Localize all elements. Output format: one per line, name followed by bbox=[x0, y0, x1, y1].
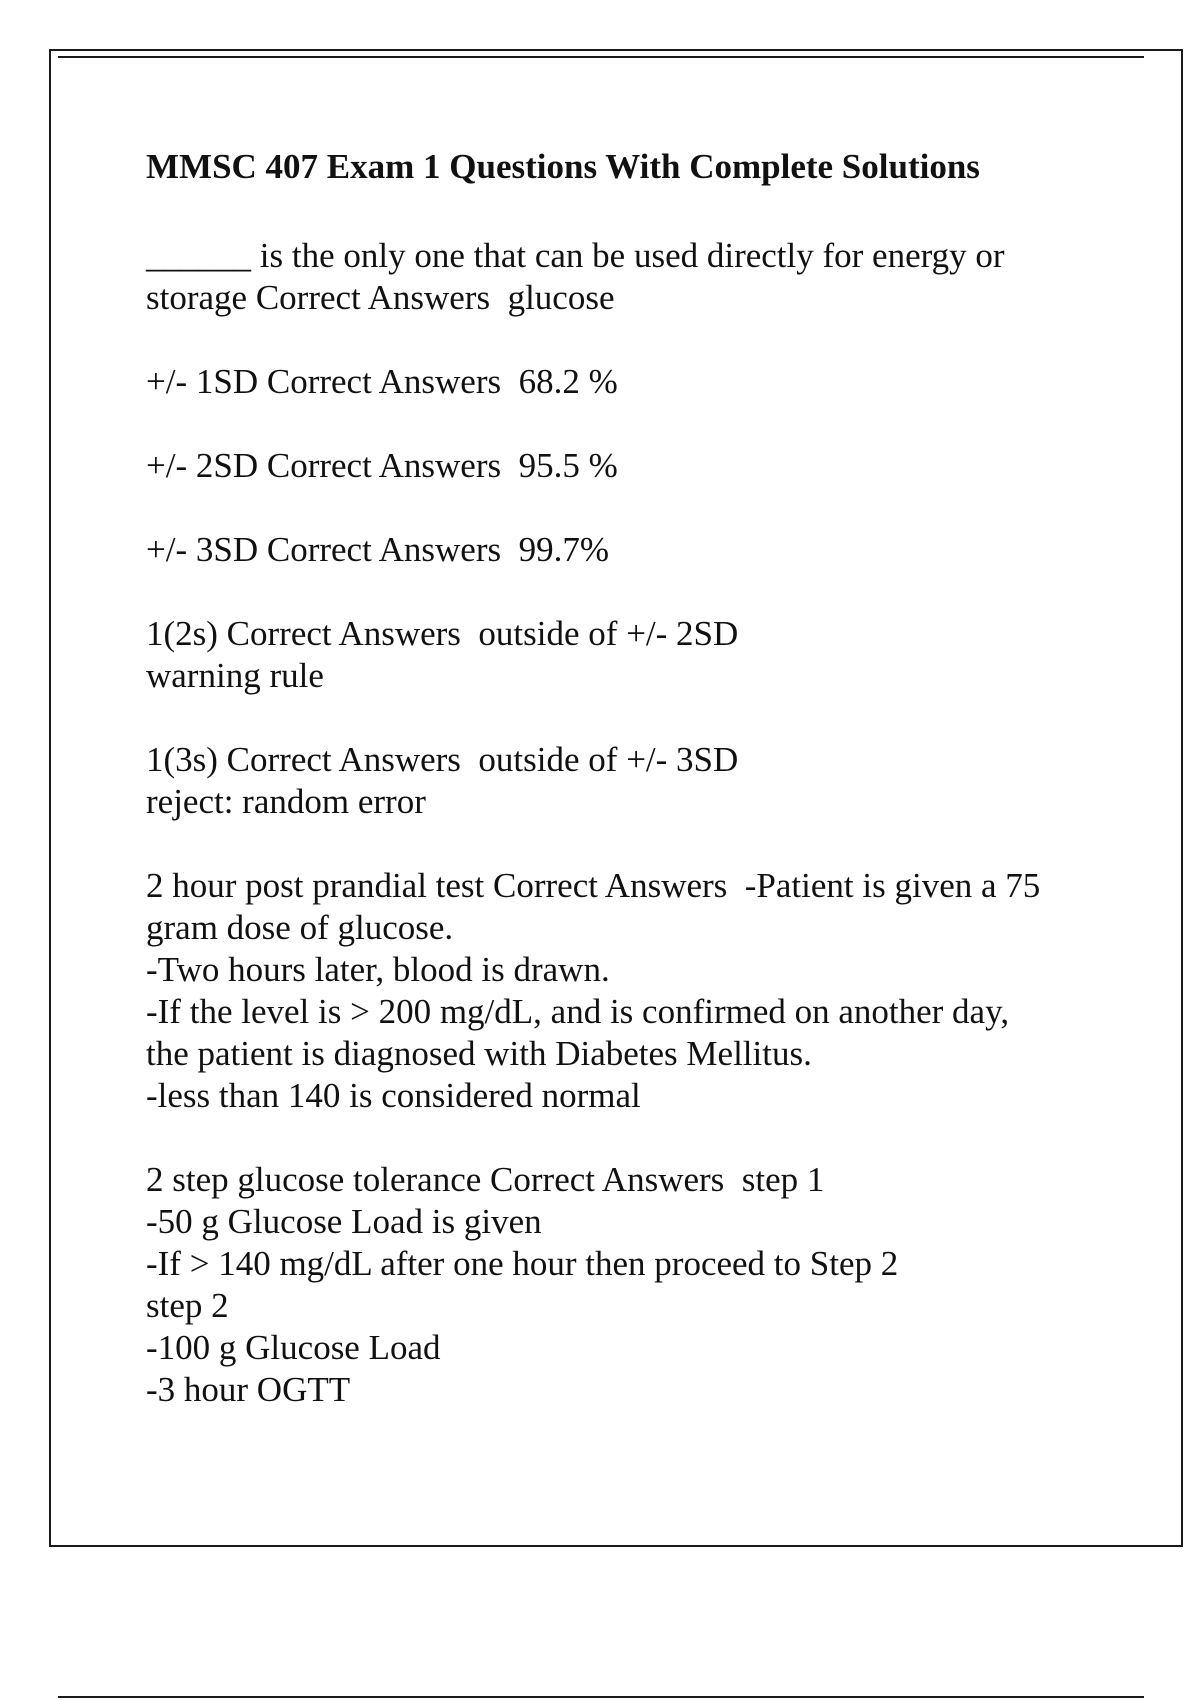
document-content bbox=[146, 141, 1106, 1453]
qa-line: 1(3s) Correct Answers outside of +/- 3SD bbox=[146, 740, 739, 779]
qa-line: +/- 2SD Correct Answers 95.5 % bbox=[146, 446, 618, 485]
qa-line: gram dose of glucose. bbox=[146, 908, 454, 947]
qa-item-1-3s bbox=[146, 739, 1106, 823]
qa-line: 1(2s) Correct Answers outside of +/- 2SD bbox=[146, 614, 739, 653]
qa-line: 2 hour post prandial test Correct Answers -Patient is given a 75 bbox=[146, 866, 1041, 905]
qa-item-1sd bbox=[146, 361, 1106, 403]
qa-line: -100 g Glucose Load bbox=[146, 1328, 441, 1367]
qa-line: -50 g Glucose Load is given bbox=[146, 1202, 542, 1241]
qa-line: reject: random error bbox=[146, 782, 426, 821]
qa-line: the patient is diagnosed with Diabetes Mellitus. bbox=[146, 1034, 812, 1073]
document-title: MMSC 407 Exam 1 Questions With Complete Solutions bbox=[146, 147, 980, 186]
qa-line: 2 step glucose tolerance Correct Answers step 1 bbox=[146, 1160, 825, 1199]
qa-line: +/- 3SD Correct Answers 99.7% bbox=[146, 530, 610, 569]
qa-line: storage Correct Answers glucose bbox=[146, 278, 615, 317]
qa-item-post-prandial bbox=[146, 865, 1106, 1117]
qa-line: -If the level is > 200 mg/dL, and is confirmed on another day, bbox=[146, 992, 1010, 1031]
qa-line: warning rule bbox=[146, 656, 324, 695]
qa-line: -less than 140 is considered normal bbox=[146, 1076, 641, 1115]
top-rule bbox=[58, 56, 1144, 58]
qa-item-3sd bbox=[146, 529, 1106, 571]
qa-item-2sd bbox=[146, 445, 1106, 487]
qa-line: -Two hours later, blood is drawn. bbox=[146, 950, 610, 989]
qa-line: +/- 1SD Correct Answers 68.2 % bbox=[146, 362, 618, 401]
qa-item-glucose bbox=[146, 235, 1106, 319]
bottom-rule bbox=[58, 1696, 1144, 1698]
qa-line: -3 hour OGTT bbox=[146, 1370, 351, 1409]
qa-line: -If > 140 mg/dL after one hour then proceed to Step 2 bbox=[146, 1244, 899, 1283]
qa-item-1-2s bbox=[146, 613, 1106, 697]
qa-line: ______ is the only one that can be used directly for energy or bbox=[146, 236, 1005, 275]
qa-item-glucose-tolerance bbox=[146, 1159, 1106, 1411]
qa-line: step 2 bbox=[146, 1286, 229, 1325]
